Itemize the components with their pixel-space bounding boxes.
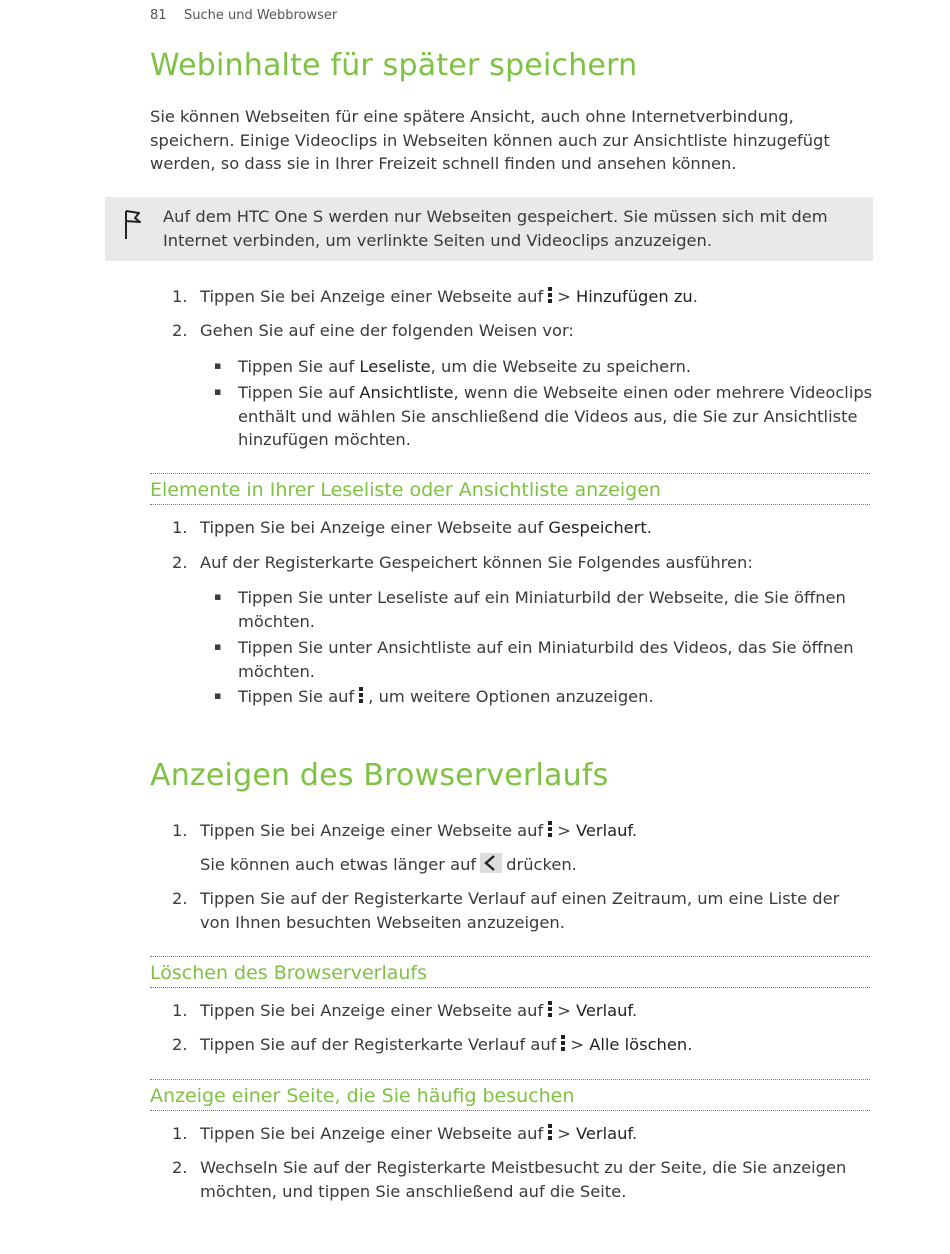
step-number: 2.: [172, 321, 188, 340]
subsection-title: Löschen des Browserverlaufs: [150, 956, 870, 988]
menu-icon: [560, 1035, 566, 1052]
punctuation: .: [631, 1124, 638, 1143]
section-title-save: Webinhalte für später speichern: [150, 48, 638, 83]
step-2: Tippen Sie auf der Registerkarte Verlauf auf einen Zeitraum, um eine Liste der von Ihnen besuchten Webseiten anzuzeigen.: [200, 889, 840, 932]
step-1: [200, 819, 870, 843]
bullet-text: Tippen Sie auf: [238, 383, 355, 402]
separator: >: [557, 1001, 571, 1020]
bullet: ▪: [214, 689, 222, 702]
bullet-text: , um die Webseite zu speichern.: [430, 357, 692, 376]
bullet: ▪: [214, 640, 222, 653]
section-title-history: Anzeigen des Browserverlaufs: [150, 758, 609, 793]
menu-item-label: Verlauf: [576, 1124, 632, 1143]
step-number: 1.: [172, 287, 188, 306]
bullet-text: Tippen Sie auf: [238, 687, 355, 706]
step-1: [200, 285, 870, 309]
bullet-item: [238, 685, 873, 709]
separator: >: [557, 1124, 571, 1143]
subsection-title: Anzeige einer Seite, die Sie häufig besuchen: [150, 1079, 870, 1111]
step-text: drücken.: [506, 855, 577, 874]
step-1: [200, 1122, 870, 1146]
step-number: 1.: [172, 821, 188, 840]
bullet: ▪: [214, 590, 222, 603]
step-number: 1.: [172, 1124, 188, 1143]
note-text: Auf dem HTC One S werden nur Webseiten gespeichert. Sie müssen sich mit dem Internet verbinden, um verlinkte Seiten und Videoclips anzuzeigen.: [163, 207, 828, 250]
chapter-title: Suche und Webbrowser: [184, 8, 338, 23]
menu-item-label: Alle löschen: [589, 1035, 688, 1054]
menu-item-label: Verlauf: [576, 821, 632, 840]
bullet-text: , um weitere Optionen anzuzeigen.: [368, 687, 654, 706]
step-number: 2.: [172, 553, 188, 572]
separator: >: [557, 287, 571, 306]
step-text: Tippen Sie bei Anzeige einer Webseite auf: [200, 287, 544, 306]
option-label: Leseliste: [359, 357, 431, 376]
page-number: 81: [150, 8, 167, 23]
bullet-text: Tippen Sie auf: [238, 357, 355, 376]
separator: >: [570, 1035, 585, 1054]
step-number: 2.: [172, 1158, 188, 1177]
step-number: 1.: [172, 1001, 188, 1020]
menu-item-label: Verlauf: [576, 1001, 632, 1020]
option-label: Gespeichert: [548, 518, 647, 537]
intro-paragraph: Sie können Webseiten für eine spätere Ansicht, auch ohne Internetverbindung, speichern. Einige Videoclips in Webseiten können auch zur Ansichtliste hinzugefügt werden, so dass sie in Ihrer Freizeit schnell finden und ansehen können.: [150, 107, 830, 173]
bullet-item: Tippen Sie unter Ansichtliste auf ein Miniaturbild des Videos, das Sie öffnen möchten.: [238, 638, 854, 681]
step-number: 2.: [172, 889, 188, 908]
bullet: ▪: [214, 359, 222, 372]
bullet: ▪: [214, 385, 222, 398]
menu-icon: [547, 1001, 553, 1018]
step-number: 1.: [172, 518, 188, 537]
step-text: Sie können auch etwas länger auf: [200, 855, 477, 874]
punctuation: .: [687, 1035, 693, 1054]
punctuation: .: [631, 821, 638, 840]
punctuation: .: [692, 287, 698, 306]
note-box: [105, 197, 873, 261]
step-number: 2.: [172, 1035, 188, 1054]
step-1-extra: [200, 853, 870, 877]
page-header: [150, 8, 337, 23]
subsection-title: Elemente in Ihrer Leseliste oder Ansichtliste anzeigen: [150, 473, 870, 505]
punctuation: .: [646, 518, 652, 537]
menu-icon: [358, 687, 364, 704]
option-label: Ansichtliste: [359, 383, 454, 402]
punctuation: .: [631, 1001, 638, 1020]
back-icon: [480, 853, 502, 873]
separator: >: [557, 821, 571, 840]
step-1: [200, 516, 870, 540]
step-1: [200, 999, 870, 1023]
step-text: Tippen Sie bei Anzeige einer Webseite auf: [200, 821, 544, 840]
step-text: Tippen Sie bei Anzeige einer Webseite auf: [200, 1001, 544, 1020]
flag-icon: [121, 207, 143, 245]
bullet-item: [238, 381, 873, 452]
step-2: Auf der Registerkarte Gespeichert können Sie Folgendes ausführen:: [200, 553, 753, 572]
bullet-text: , wenn die Webseite einen oder mehrere Videoclips enthält und wählen Sie anschließend die Videos aus, die Sie zur Ansichtliste hinzufügen möchten.: [238, 383, 873, 449]
menu-icon: [547, 1124, 553, 1141]
step-2: Gehen Sie auf eine der folgenden Weisen vor:: [200, 321, 574, 340]
bullet-item: Tippen Sie unter Leseliste auf ein Miniaturbild der Webseite, die Sie öffnen möchten.: [238, 588, 846, 631]
step-text: Tippen Sie auf der Registerkarte Verlauf auf: [200, 1035, 557, 1054]
step-2: Wechseln Sie auf der Registerkarte Meistbesucht zu der Seite, die Sie anzeigen möchten, und tippen Sie anschließend auf die Seite.: [200, 1158, 847, 1201]
step-text: Tippen Sie bei Anzeige einer Webseite auf: [200, 518, 544, 537]
menu-icon: [547, 287, 553, 304]
step-text: Tippen Sie bei Anzeige einer Webseite auf: [200, 1124, 544, 1143]
step-2: [200, 1033, 870, 1057]
bullet-item: [238, 355, 873, 379]
menu-icon: [547, 821, 553, 838]
menu-item-label: Hinzufügen zu: [576, 287, 693, 306]
